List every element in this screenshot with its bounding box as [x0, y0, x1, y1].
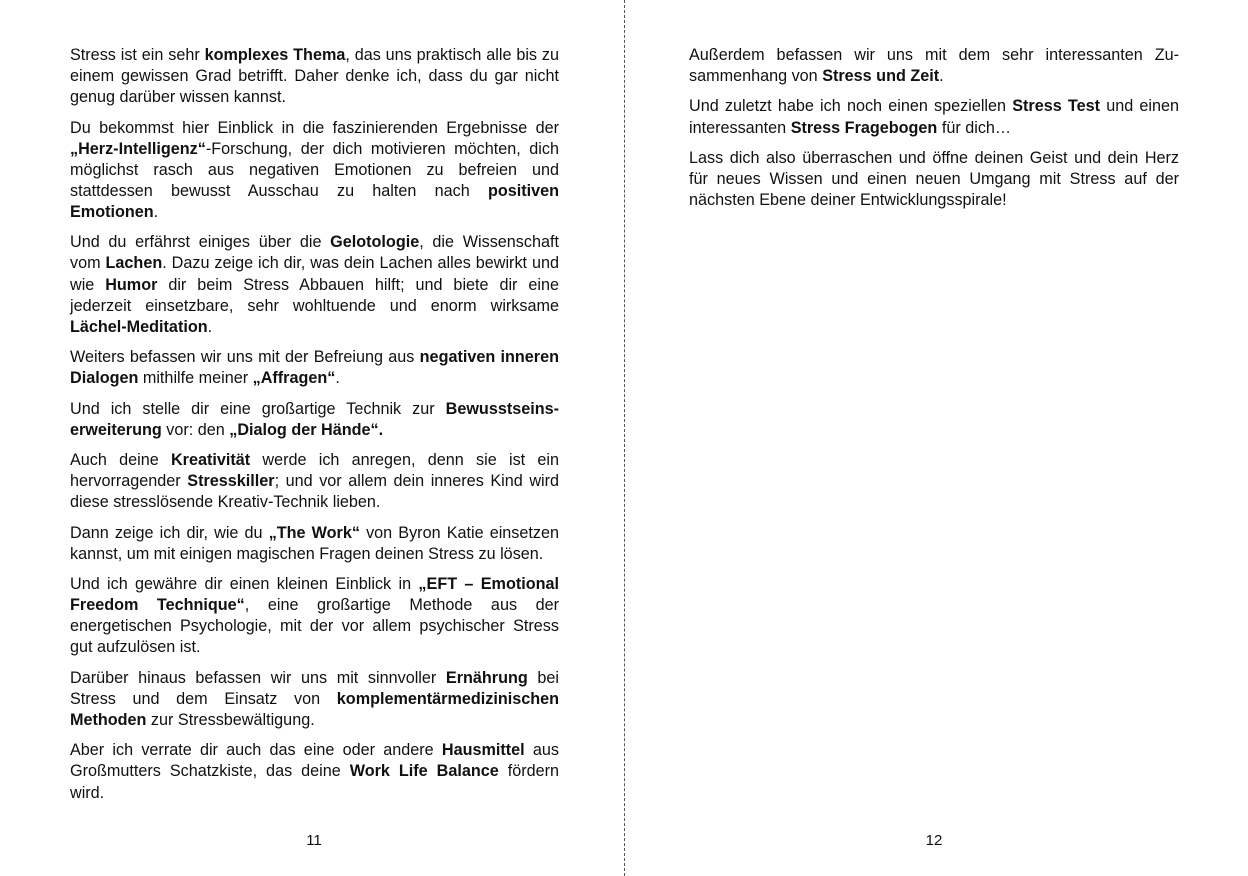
text-run: vor: den: [161, 420, 230, 439]
bold-phrase: „Dialog der Hände“.: [229, 420, 384, 439]
bold-phrase: „Herz-Intelligenz“: [70, 139, 206, 158]
text-run: Dann zeige ich dir, wie du: [70, 523, 269, 542]
text-run: Aber ich verrate dir auch das eine oder andere: [70, 741, 442, 760]
paragraph: [689, 96, 1179, 138]
text-run: , das uns praktisch alle bis zu einem gewissen Grad betrifft. Daher denke ich, dass du gar nicht genug darüber wissen kannst.: [70, 46, 559, 107]
text-run: Darüber hinaus befassen wir uns mit sinnvoller: [70, 668, 446, 687]
bold-phrase: Gelotologie: [330, 233, 420, 252]
paragraph: [70, 347, 559, 389]
text-run: und einen interessanten: [689, 97, 1179, 137]
page-number-left: 11: [306, 832, 322, 849]
text-run: Und ich gewähre dir einen kleinen Einblick in: [70, 575, 419, 594]
text-run: von Byron Katie einsetzen kannst, um mit einigen magischen Fragen deinen Stress zu lösen.: [70, 523, 559, 563]
paragraph: [70, 574, 559, 658]
paragraph: [70, 523, 559, 565]
bold-phrase: Stress Test: [1012, 97, 1100, 116]
paragraph: [70, 118, 559, 223]
bold-phrase: „EFT – Emotional Freedom Technique“: [70, 575, 559, 615]
text-run: .: [207, 317, 213, 336]
text-run: Auch deine: [70, 451, 171, 470]
bold-phrase: Stresskiller: [187, 472, 275, 491]
paragraph: [689, 148, 1179, 211]
bold-phrase: Lachen: [105, 254, 163, 273]
text-run: ; und vor allem dein inneres Kind wird diese stresslösende Kreativ-Technik lieben.: [70, 472, 559, 512]
bold-phrase: positiven Emotionen: [70, 181, 559, 221]
text-run: Du bekommst hier Einblick in die faszinierenden Ergebnisse der: [70, 118, 559, 137]
text-run: Weiters befassen wir uns mit der Befreiung aus: [70, 348, 420, 367]
bold-phrase: Hausmittel: [441, 741, 525, 760]
paragraph: [689, 45, 1179, 87]
bold-phrase: komplementärmedizinischen Methoden: [70, 689, 559, 729]
text-run: bei Stress und dem Einsatz von: [70, 668, 559, 708]
text-run: , eine großartige Methode aus der energetischen Psychologie, mit der vor allem psychischer Stress gut aufzulösen ist.: [70, 596, 560, 657]
bold-phrase: Kreativität: [170, 451, 251, 470]
paragraph: [70, 668, 559, 731]
text-run: zur Stressbewältigung.: [146, 711, 315, 729]
text-run: Und zuletzt habe ich noch einen speziellen: [689, 97, 1013, 116]
text-run: mithilfe meiner: [138, 369, 253, 388]
text-run: . Dazu zeige ich dir, was dein Lachen alles bewirkt und wie: [70, 254, 559, 294]
bold-phrase: Stress und Zeit: [822, 67, 940, 86]
bold-phrase: Work Life Balance: [349, 762, 499, 781]
page-number-right: 12: [925, 832, 943, 849]
bold-phrase: Lächel-Meditation: [70, 317, 208, 336]
text-run: dir beim Stress Abbauen hilft; und biete dir eine jederzeit einsetzbare, sehr wohltuende und enorm wirksame: [70, 275, 559, 315]
text-run: aus Großmutters Schatzkiste, das deine: [70, 741, 559, 781]
bold-phrase: negativen inneren Dialogen: [70, 348, 559, 388]
bold-phrase: Bewusstseinserweiterung: [70, 399, 559, 439]
paragraph: [70, 740, 559, 803]
bold-phrase: Stress Fragebogen: [790, 118, 938, 137]
text-run: werde ich anregen, denn sie ist ein hervorragender: [70, 451, 559, 491]
bold-phrase: Humor: [105, 275, 158, 294]
bold-phrase: komplexes Thema: [204, 46, 346, 64]
text-run: Und ich stelle dir eine großartige Technik zur: [70, 399, 446, 418]
text-run: .: [335, 369, 340, 388]
text-run: , die Wissenschaft vom: [70, 233, 559, 273]
paragraph: [70, 45, 559, 108]
text-run: .: [153, 202, 159, 221]
text-run: .: [939, 67, 944, 86]
text-run: Lass dich also überraschen und öffne deinen Geist und dein Herz für neues Wissen und einen neuen Umgang mit Stress auf der nächsten Ebene deiner Entwicklungsspirale!: [689, 148, 1179, 210]
text-run: für dich…: [937, 118, 1012, 137]
paragraph: [70, 232, 559, 337]
text-run: fördern wird.: [70, 762, 559, 802]
paragraph: [70, 399, 559, 441]
right-page-body: [689, 45, 1179, 221]
text-run: -Forschung, der dich motivieren möchten, dich möglichst rasch aus negativen Emotionen zu befreien und stattdessen bewusst Ausschau zu halten nach: [70, 139, 559, 200]
text-run: Stress ist ein sehr: [70, 46, 205, 64]
left-page-body: [70, 45, 559, 813]
right-page: [625, 0, 1248, 876]
bold-phrase: Ernährung: [445, 668, 528, 687]
bold-phrase: „Affragen“: [252, 369, 336, 388]
text-run: Und du erfährst einiges über die: [70, 233, 331, 252]
bold-phrase: „The Work“: [268, 523, 360, 542]
paragraph: [70, 450, 559, 513]
text-run: Außerdem befassen wir uns mit dem sehr interessanten Zusammenhang von: [689, 46, 1179, 86]
